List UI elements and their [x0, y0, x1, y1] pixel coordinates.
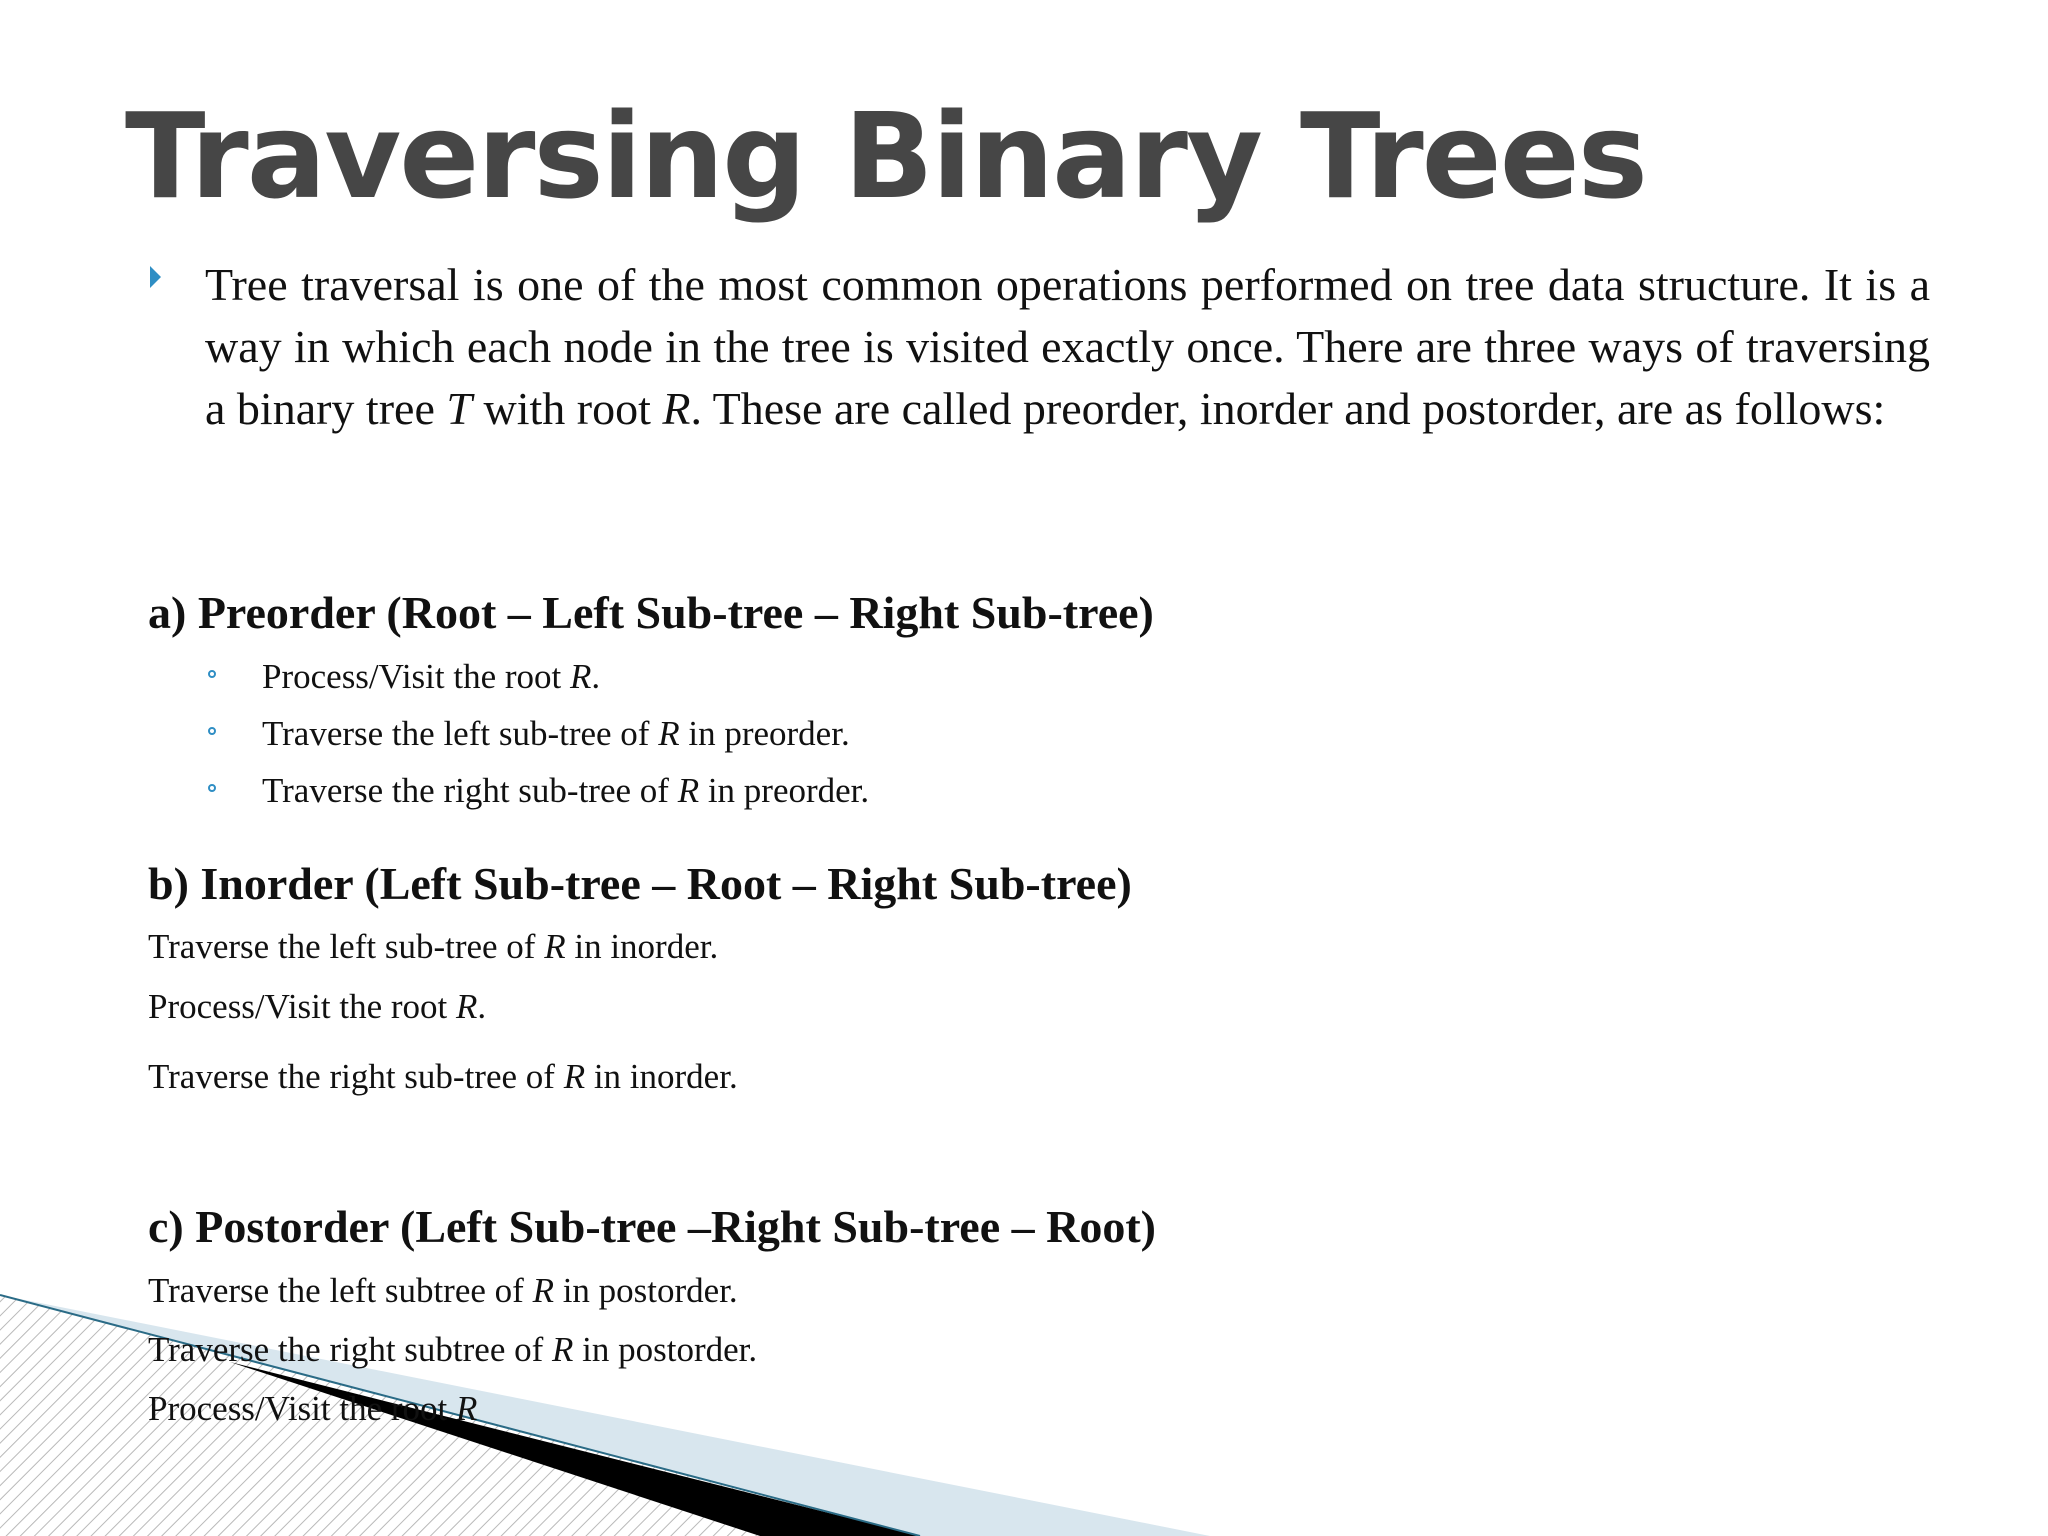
triangle-bullet-icon [150, 266, 161, 288]
postorder-step-2: Traverse the right subtree of R in postorder. [148, 1330, 758, 1369]
inorder-step-2: Process/Visit the root R. [148, 987, 487, 1026]
preorder-steps-list [208, 652, 869, 823]
intro-bullet-item [150, 254, 1930, 440]
list-item: Traverse the left sub-tree of R in preorder. [208, 709, 869, 766]
postorder-heading: c) Postorder (Left Sub-tree –Right Sub-tree – Root) [148, 1201, 1156, 1252]
inorder-heading: b) Inorder (Left Sub-tree – Root – Right Sub-tree) [148, 858, 1132, 909]
preorder-heading: a) Preorder (Root – Left Sub-tree – Right Sub-tree) [148, 587, 1154, 638]
intro-paragraph: Tree traversal is one of the most common operations performed on tree data structure. It is a way in which each node in the tree is visited exactly once. There are three ways of traversing a binary tree T with root R. These are called preorder, inorder and postorder, are as follows: [205, 259, 1930, 434]
postorder-step-3: Process/Visit the root R [148, 1389, 478, 1428]
circle-bullet-icon [208, 727, 216, 735]
list-item: Traverse the right sub-tree of R in preorder. [208, 766, 869, 823]
circle-bullet-icon [208, 670, 216, 678]
inorder-step-3: Traverse the right sub-tree of R in inorder. [148, 1057, 738, 1096]
inorder-step-1: Traverse the left sub-tree of R in inorder. [148, 927, 719, 966]
circle-bullet-icon [208, 784, 216, 792]
postorder-step-1: Traverse the left subtree of R in postorder. [148, 1271, 738, 1310]
slide-title: Traversing Binary Trees [125, 87, 1646, 225]
list-item: Process/Visit the root R. [208, 652, 869, 709]
